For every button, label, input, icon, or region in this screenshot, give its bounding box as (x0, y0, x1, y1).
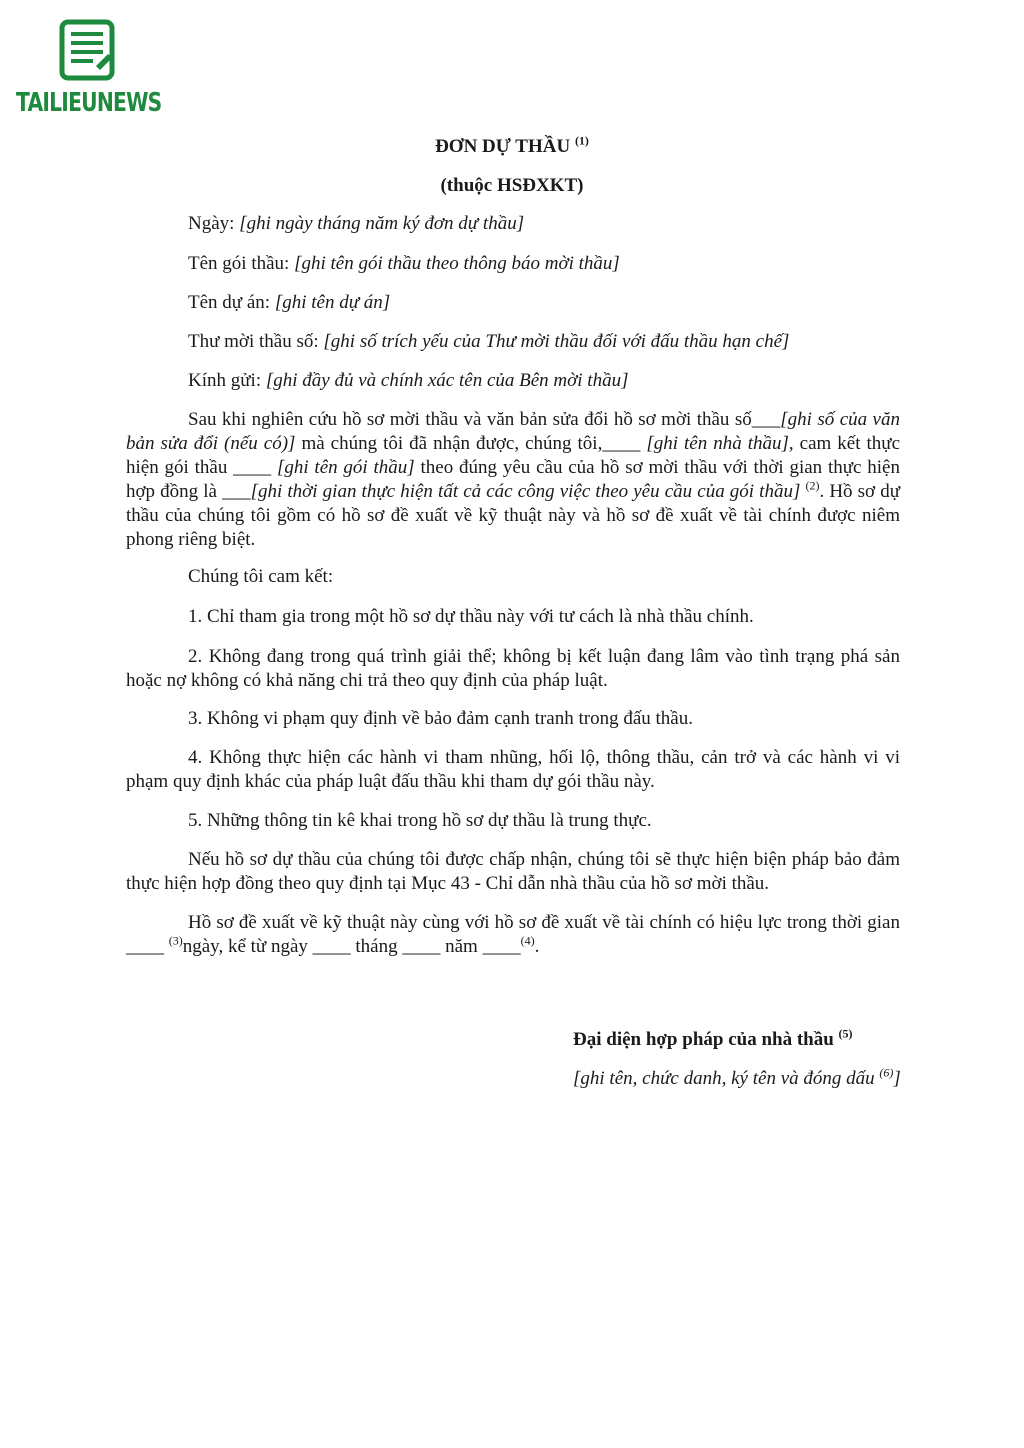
field-value: [ghi tên gói thầu theo thông báo mời thầu] (294, 253, 620, 274)
validity-text: Hồ sơ đề xuất về kỹ thuật này cùng với hồ sơ đề xuất về tài chính có hiệu lực trong thời gian ____ (126, 912, 900, 957)
field-label: Ngày: (188, 213, 235, 234)
commit-heading: Chúng tôi cam kết: (188, 566, 334, 587)
signature-title-text: Đại diện hợp pháp của nhà thầu (573, 1029, 834, 1050)
title-text: ĐƠN DỰ THẦU (435, 136, 571, 157)
field-date (188, 213, 524, 235)
field-label: Tên gói thầu: (188, 253, 290, 274)
title-footnote: (1) (574, 133, 589, 148)
intro-text: theo đúng yêu cầu của hồ sơ mời thầu với thời gian thực hiện hợp đồng là ___ (126, 457, 900, 502)
intro-text: . Hồ sơ dự thầu của chúng tôi gồm có hồ sơ đề xuất về kỹ thuật này và hồ sơ đề xuất về tài chính được niêm phong riêng biệt. (126, 481, 900, 550)
field-label: Tên dự án: (188, 292, 271, 313)
field-value: [ghi tên dự án] (274, 292, 391, 313)
signature-title (573, 1026, 853, 1051)
acceptance-paragraph: Nếu hồ sơ dự thầu của chúng tôi được chấp nhận, chúng tôi sẽ thực hiện biện pháp bảo đảm thực hiện hợp đồng theo quy định tại Mục 43 - Chỉ dẫn nhà thầu của hồ sơ mời thầu. (126, 849, 900, 894)
document-icon (56, 18, 120, 82)
footnote-ref: (2) (805, 478, 820, 493)
commitment-item: 2. Không đang trong quá trình giải thể; không bị kết luận đang lâm vào tình trạng phá sản hoặc nợ không có khả năng chi trả theo quy định của pháp luật. (126, 646, 900, 691)
validity-text: . (534, 936, 540, 957)
field-package (188, 253, 620, 275)
signature-instruction (573, 1065, 901, 1090)
field-value: [ghi ngày tháng năm ký đơn dự thầu] (239, 213, 525, 234)
footnote-ref: (6) (879, 1065, 894, 1080)
footnote-ref: (3) (168, 933, 183, 948)
validity-text: ngày, kể từ ngày ____ tháng ____ năm ____ (182, 936, 521, 957)
intro-text: mà chúng tôi đã nhận được, chúng tôi,____ (295, 433, 647, 454)
field-label: Kính gửi: (188, 370, 262, 391)
intro-text: Sau khi nghiên cứu hồ sơ mời thầu và văn bản sửa đổi hồ sơ mời thầu số___ (188, 409, 781, 430)
footnote-ref: (4) (520, 933, 535, 948)
commitment-item: 1. Chỉ tham gia trong một hồ sơ dự thầu này với tư cách là nhà thầu chính. (188, 606, 754, 627)
logo (14, 18, 164, 122)
logo-text: TAILIEUNEWS (16, 88, 162, 118)
validity-paragraph (126, 911, 900, 959)
intro-placeholder: [ghi thời gian thực hiện tất cả các công việc theo yêu cầu của gói thầu] (250, 481, 801, 502)
intro-paragraph (126, 408, 900, 552)
commitment-item: 4. Không thực hiện các hành vi tham nhũng, hối lộ, thông thầu, cản trở và các hành vi vi phạm quy định khác của pháp luật đấu thầu khi tham dự gói thầu này. (126, 747, 900, 792)
field-value: [ghi số trích yếu của Thư mời thầu đối với đấu thầu hạn chế] (323, 331, 790, 352)
field-project (188, 292, 390, 314)
intro-placeholder: [ghi tên nhà thầu] (646, 433, 789, 454)
field-value: [ghi đầy đủ và chính xác tên của Bên mời thầu] (265, 370, 629, 391)
document-subtitle: (thuộc HSĐXKT) (440, 175, 584, 196)
intro-placeholder: [ghi số của văn bản sửa đổi (nếu có)] (126, 409, 900, 454)
signature-instruction-text: [ghi tên, chức danh, ký tên và đóng dấu (573, 1068, 875, 1089)
document-title (0, 133, 1024, 158)
field-recipient (188, 370, 628, 392)
intro-text: , cam kết thực hiện gói thầu ____ (126, 433, 901, 478)
intro-placeholder: [ghi tên gói thầu] (276, 457, 415, 478)
field-invitation (188, 331, 789, 353)
field-label: Thư mời thầu số: (188, 331, 319, 352)
footnote-ref: (5) (838, 1026, 853, 1041)
signature-instruction-end: ] (893, 1068, 901, 1089)
commitment-item: 3. Không vi phạm quy định về bảo đảm cạnh tranh trong đấu thầu. (188, 708, 693, 729)
commitment-item: 5. Những thông tin kê khai trong hồ sơ dự thầu là trung thực. (188, 810, 652, 831)
